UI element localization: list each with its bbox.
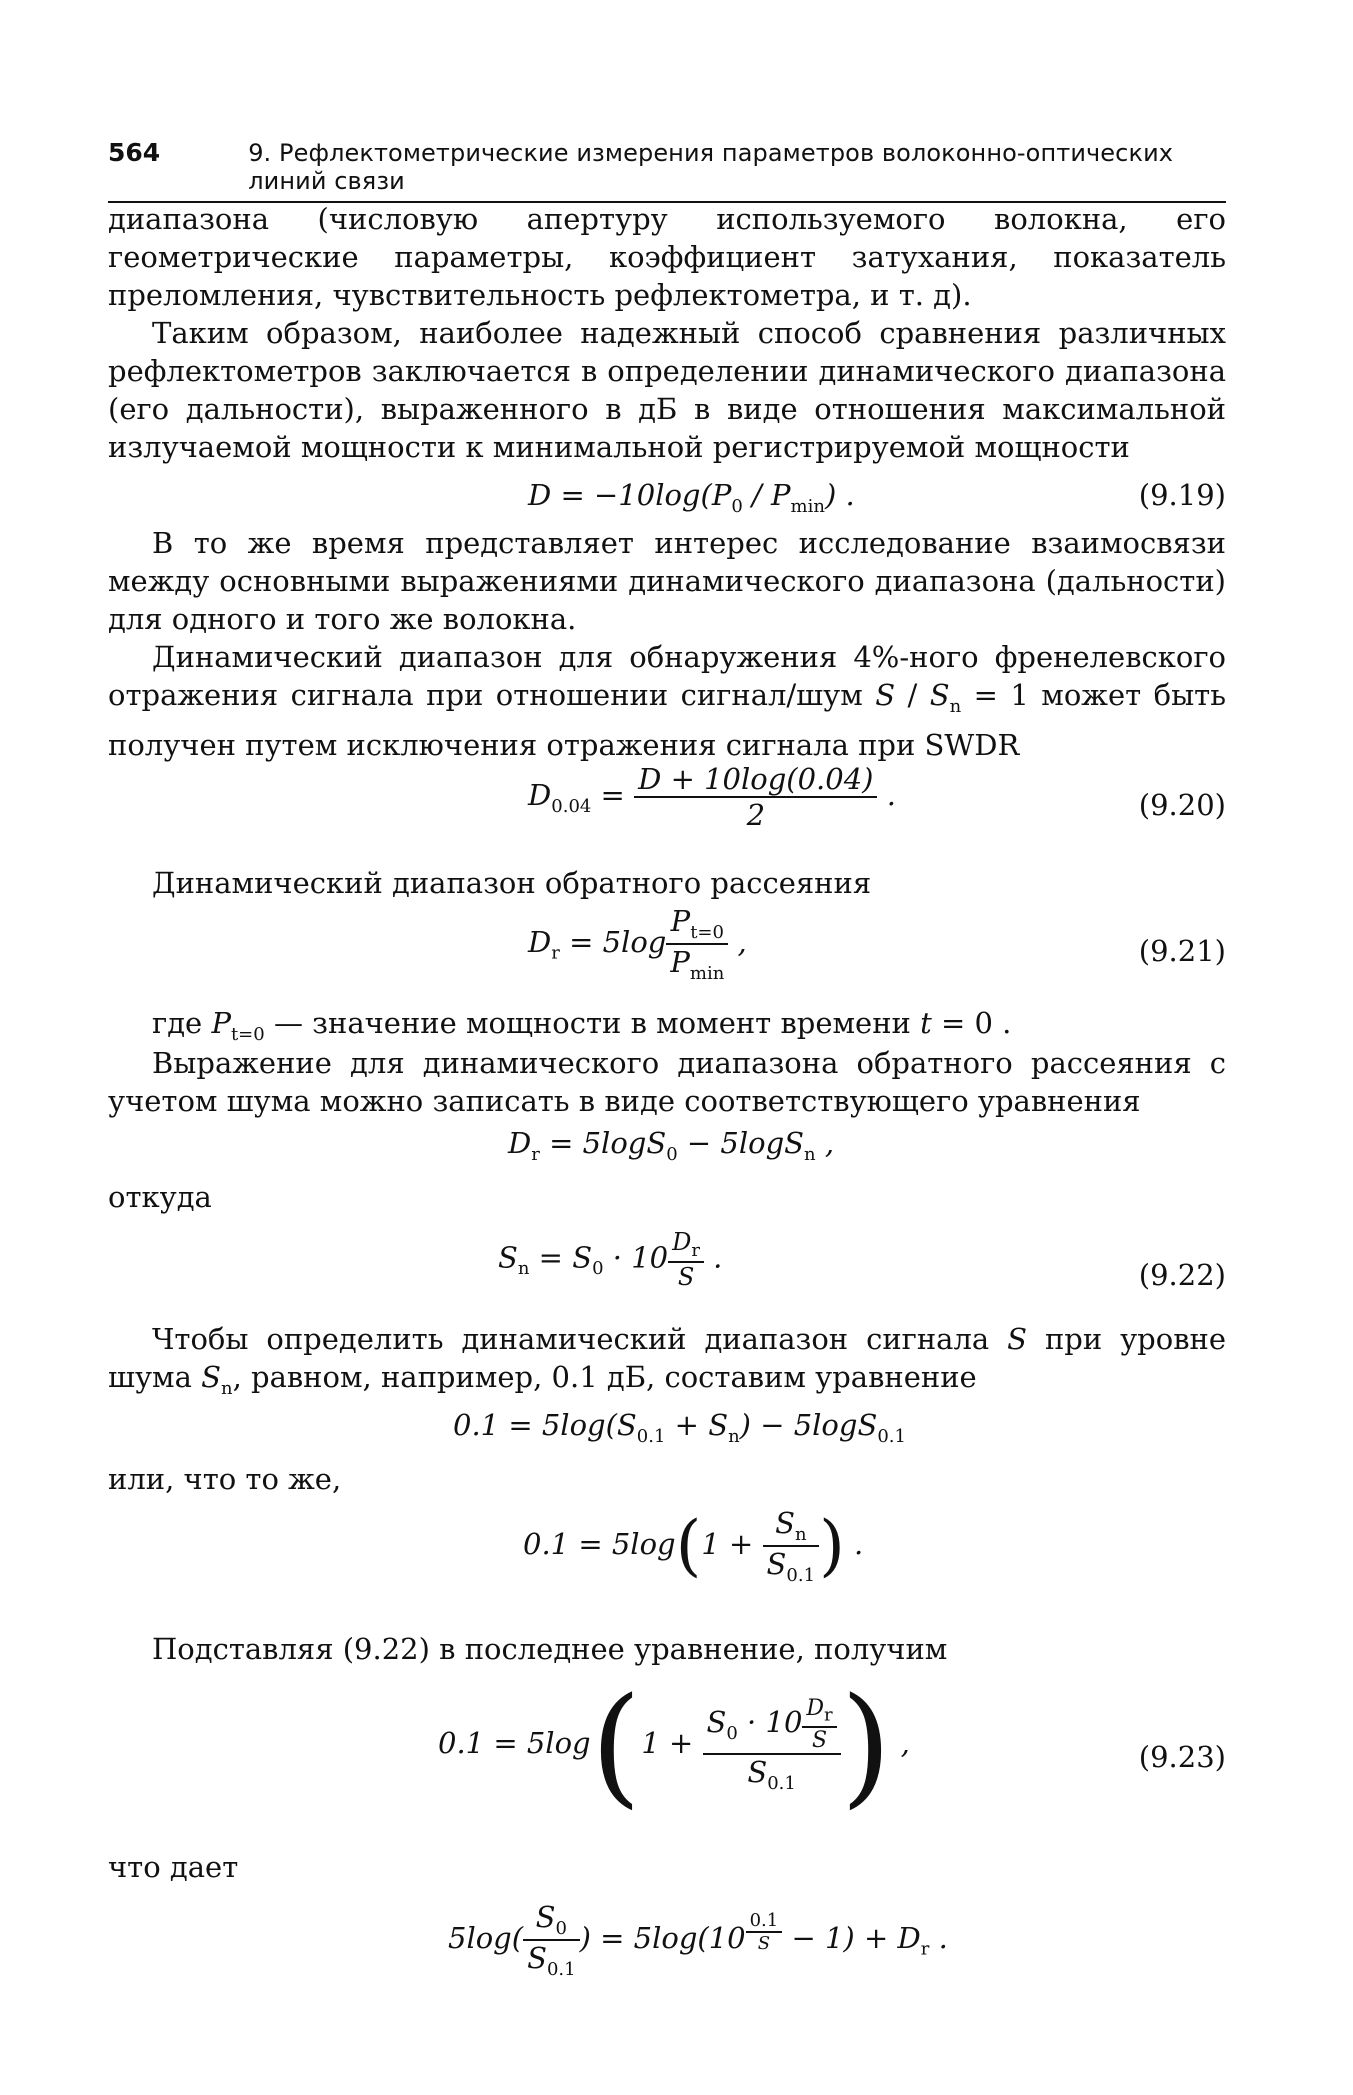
paragraph-4: Динамический диапазон для обнаружения 4%-ного френелевского отражения сигнала при отношении сигнал/шум $S / S_n = 1$ может быть получен путем исключения отражения сигнала при SWDR [108,640,1226,762]
paragraph-12: что дает [108,1850,239,1884]
equation-9-20: $D_{0.04}$ = $\frac{D + 10\log(0.04)}{2}$ . (9.20) [528,762,1226,832]
equation-unnumbered-2: $0.1 = 5\log(S_{0.1} + S_n) - 5\log S_{0.1}$ [453,1408,906,1447]
equation-9-23: 0.1 = 5log(1 + $S_0 \cdot 10$ $\frac{D_r}{S}$ $S_{0.1}$ ) , (9.23) [438,1669,1226,1821]
running-header [108,138,1226,203]
page-number: 564 [108,138,161,167]
equation-number: (9.21) [1138,934,1226,968]
paragraph-3: В то же время представляет интерес исследование взаимосвязи между основными выражениями динамического диапазона (дальности) для одного и того же волокна. [108,526,1226,636]
equation-9-21: $D_r = 5\log$ $\frac{P_{t=0}}{P_{min}}$ , (9.21) [528,904,1226,984]
paragraph-1: диапазона (числовую апертуру используемого волокна, его геометрические параметры, коэффициент затухания, показатель преломления, чувствительность рефлектометра, и т. д). [108,202,1226,312]
paragraph-6: где $P_{t=0}$ — значение мощности в момент времени t = 0 . [152,1006,1012,1045]
paragraph-2: Таким образом, наиболее надежный способ сравнения различных рефлектометров заключается в определении динамического диапазона (его дальности), выраженного в дБ в виде отношения максимальной излучаемой мощности к минимальной регистрируемой мощности [108,316,1226,464]
chapter-title: 9. Рефлектометрические измерения параметров волоконно-оптических линий связи [248,139,1174,195]
paragraph-8: откуда [108,1180,212,1214]
equation-number: (9.22) [1138,1258,1226,1292]
equation-number: (9.19) [1138,478,1226,512]
paragraph-5: Динамический диапазон обратного рассеяния [152,866,872,900]
equation-9-19: $D = -10\log(P_0 / P_{min})$ . (9.19) [528,478,1226,517]
paragraph-9: Чтобы определить динамический диапазон сигнала S при уровне шума $S_n$, равном, например, 0.1 дБ, составим уравнение [108,1322,1227,1399]
equation-unnumbered-1: $D_r = 5\log S_0 - 5\log S_n$ , [508,1126,835,1165]
equation-unnumbered-4: 5log( $\frac{S_0}{S_{0.1}}$ ) = 5log(10 $^{\frac{0.1}{S}}$ − $1) + D_r$ . [448,1900,948,1980]
fraction: $\frac{D + 10\log(0.04)}{2}$ [634,762,877,832]
paragraph-11: Подставляя (9.22) в последнее уравнение, получим [152,1632,948,1666]
equation-9-22: $S_n = S_0 \cdot 10$ $\frac{D_r}{S}$ . (9.22) [498,1228,1226,1292]
equation-number: (9.23) [1138,1740,1226,1774]
paragraph-10: или, что то же, [108,1462,342,1496]
equation-number: (9.20) [1138,788,1226,822]
paragraph-7: Выражение для динамического диапазона обратного рассеяния с учетом шума можно записать в виде соответствующего уравнения [108,1046,1226,1118]
equation-unnumbered-3: 0.1 = 5log(1 + $\frac{S_n}{S_{0.1}}$ ) . [523,1506,864,1586]
